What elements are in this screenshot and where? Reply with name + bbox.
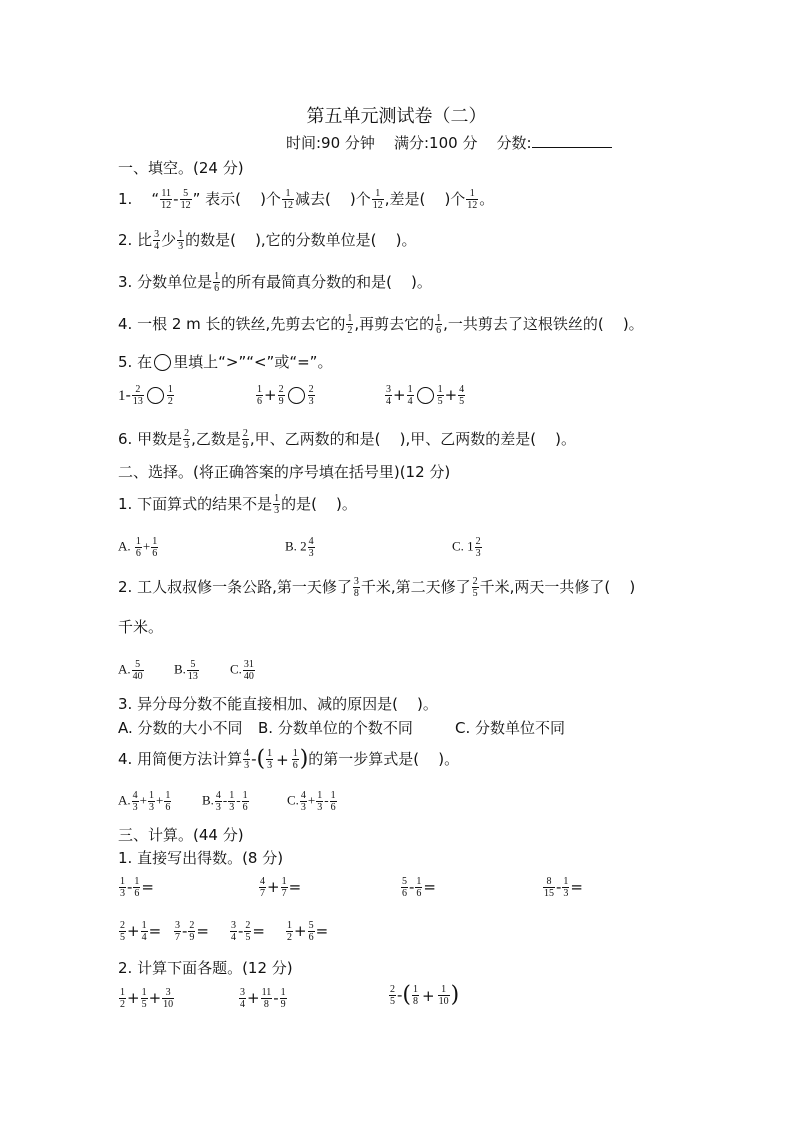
question-1-2: 2. 比 $\frac{3}{4}$ 少 $\frac{1}{3}$ 的数是( ),它的分数单位是( )。 [118, 229, 417, 252]
calc-6: $\frac{3}{7}$ - $\frac{2}{9}$ = [175, 920, 209, 943]
option-2-2-a[interactable]: A. $\frac{5}{40}$ [118, 659, 143, 682]
section-3-title: 三、计算。(44 分) [118, 826, 244, 844]
compare-3-circle[interactable] [417, 387, 434, 404]
calc-2: $\frac{4}{7}$ + $\frac{1}{7}$ = [260, 876, 302, 899]
section-1-title: 一、填空。(24 分) [118, 159, 244, 177]
score-label: 分数: [496, 134, 532, 152]
question-1-6: 6. 甲数是 $\frac{2}{3}$ ,乙数是 $\frac{2}{9}$ ,甲、乙两数的和是( ),甲、乙两数的差是( )。 [118, 428, 577, 451]
part-3-1-title: 1. 直接写出得数。(8 分) [118, 849, 284, 867]
compare-2: $\frac{1}{6}$ + $\frac{2}{9}$ $\frac{2}{3}$ [257, 384, 314, 407]
option-2-3-b[interactable]: B. 分数单位的个数不同 [258, 719, 413, 737]
part-3-2-title: 2. 计算下面各题。(12 分) [118, 959, 293, 977]
exam-meta [286, 132, 612, 153]
question-2-1: 1. 下面算式的结果不是 $\frac{1}{3}$ 的是( )。 [118, 493, 357, 516]
calc-5: $\frac{2}{5}$ + $\frac{1}{4}$ = [120, 920, 162, 943]
option-2-3-a[interactable]: A. 分数的大小不同 [118, 719, 243, 737]
compare-1-circle[interactable] [147, 387, 164, 404]
option-2-1-b[interactable]: B. 2 $\frac{4}{3}$ [285, 536, 314, 559]
calc-3: $\frac{5}{6}$ - $\frac{1}{6}$ = [402, 876, 436, 899]
question-1-5: 5. 在 里填上“>”“<”或“=”。 [118, 353, 333, 371]
question-1-3: 3. 分数单位是 $\frac{1}{6}$ 的所有最简真分数的和是( )。 [118, 271, 432, 294]
expr-3: $\frac{2}{5}$ -( $\frac{1}{8}$ + $\frac{1}{10}$ ) [390, 982, 460, 1008]
time-limit: 时间:90 分钟 [286, 134, 375, 152]
option-2-2-c[interactable]: C. $\frac{31}{40}$ [230, 659, 254, 682]
option-2-3-c[interactable]: C. 分数单位不同 [455, 719, 566, 737]
option-2-4-b[interactable]: B. $\frac{4}{3}$ - $\frac{1}{3}$ - $\frac{1}{6}$ [202, 790, 248, 813]
expr-1: $\frac{1}{2}$ + $\frac{1}{5}$ + $\frac{3}{10}$ [120, 987, 174, 1010]
option-2-1-a[interactable]: A. $\frac{1}{6}$ + $\frac{1}{6}$ [118, 536, 158, 559]
section-2-title: 二、选择。(将正确答案的序号填在括号里)(12 分) [118, 463, 451, 481]
compare-1: 1- $\frac{2}{13}$ $\frac{1}{2}$ [118, 384, 173, 407]
expr-2: $\frac{3}{4}$ + $\frac{11}{8}$ - $\frac{1}{9}$ [240, 987, 286, 1010]
option-2-1-c[interactable]: C. 1 $\frac{2}{3}$ [452, 536, 481, 559]
calc-1: $\frac{1}{3}$ - $\frac{1}{6}$ = [120, 876, 154, 899]
question-2-2-cont: 千米。 [118, 618, 164, 636]
full-score: 满分:100 分 [394, 134, 478, 152]
question-2-4: 4. 用简便方法计算 $\frac{4}{3}$ -( $\frac{1}{3}$ + $\frac{1}{6}$ )的第一步算式是( )。 [118, 746, 460, 772]
circle-blank-icon [154, 354, 171, 371]
compare-3: $\frac{3}{4}$ + $\frac{1}{4}$ $\frac{1}{5}$ + $\frac{4}{5}$ [386, 384, 465, 407]
calc-7: $\frac{3}{4}$ - $\frac{2}{5}$ = [231, 920, 265, 943]
score-blank[interactable] [532, 133, 612, 148]
compare-2-circle[interactable] [288, 387, 305, 404]
option-2-4-a[interactable]: A. $\frac{4}{3}$ + $\frac{1}{3}$ + $\frac{1}{6}$ [118, 790, 171, 813]
calc-4: $\frac{8}{15}$ - $\frac{1}{3}$ = [544, 876, 583, 899]
question-1-1: 1. “ $\frac{11}{12}$ - $\frac{5}{12}$ ” 表示( )个 $\frac{1}{12}$ 减去( )个 $\frac{1}{12}$ ,差是( )个 $\frac{1}{12}$ 。 [118, 188, 495, 211]
calc-8: $\frac{1}{2}$ + $\frac{5}{6}$ = [287, 920, 329, 943]
question-2-2: 2. 工人叔叔修一条公路,第一天修了 $\frac{3}{8}$ 千米,第二天修了 $\frac{2}{5}$ 千米,两天一共修了( ) [118, 576, 636, 599]
option-2-2-b[interactable]: B. $\frac{5}{13}$ [174, 659, 198, 682]
question-1-4: 4. 一根 2 m 长的铁丝,先剪去它的 $\frac{1}{2}$ ,再剪去它的 $\frac{1}{6}$ ,一共剪去了这根铁丝的( )。 [118, 313, 644, 336]
page-title: 第五单元测试卷（二） [306, 106, 487, 127]
option-2-4-c[interactable]: C. $\frac{4}{3}$ + $\frac{1}{3}$ - $\frac{1}{6}$ [287, 790, 336, 813]
question-2-3: 3. 异分母分数不能直接相加、减的原因是( )。 [118, 695, 438, 713]
